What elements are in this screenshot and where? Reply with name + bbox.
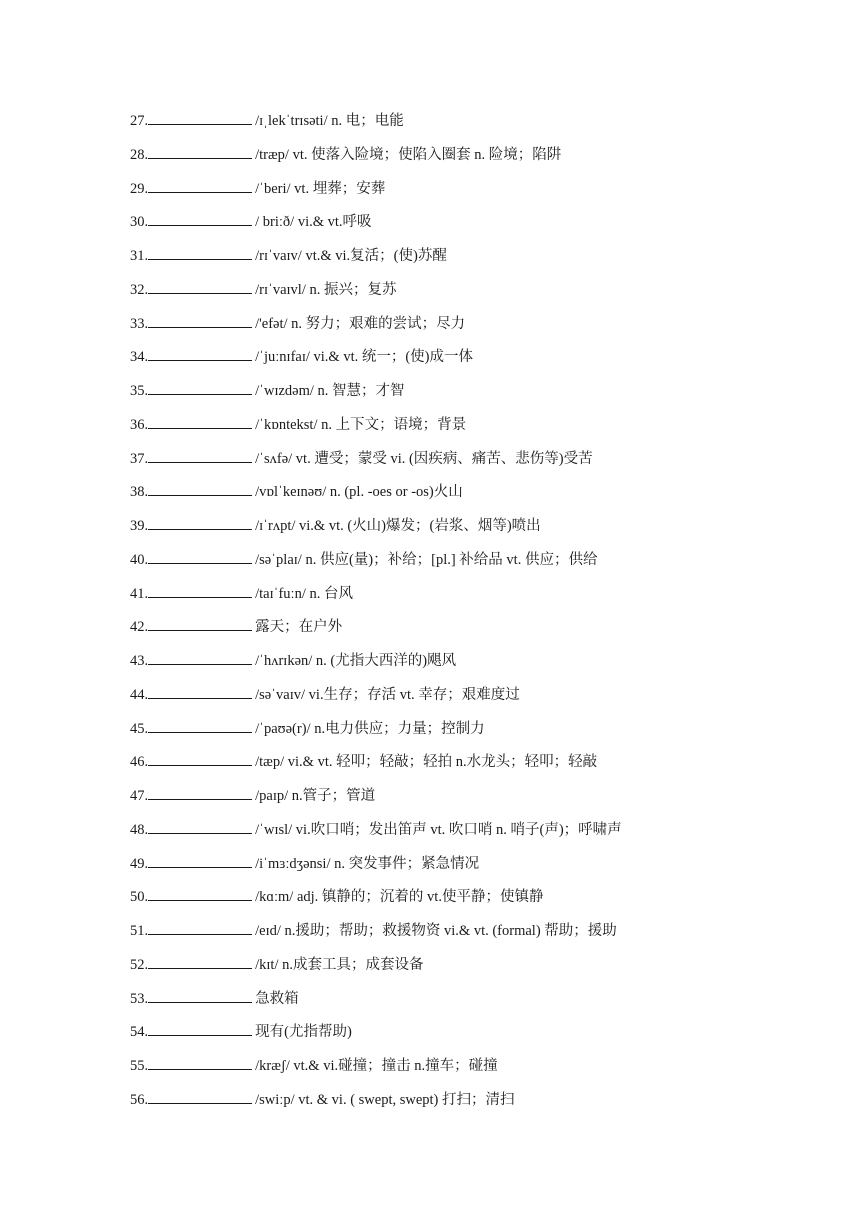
answer-blank[interactable]	[148, 784, 252, 800]
entry-definition: /taɪˈfuːn/ n. 台风	[255, 585, 353, 602]
vocab-entry	[130, 987, 830, 1021]
answer-blank[interactable]	[148, 683, 252, 699]
vocab-entry	[130, 210, 830, 244]
entry-definition: /paɪp/ n.管子；管道	[255, 788, 376, 804]
vocab-entry	[130, 649, 830, 683]
entry-definition: /kɑːm/ adj. 镇静的；沉着的 vt.使平静；使镇静	[255, 889, 544, 906]
answer-blank[interactable]	[148, 953, 252, 969]
entry-number: 45.	[130, 720, 149, 737]
answer-blank[interactable]	[148, 345, 252, 361]
answer-blank[interactable]	[148, 1054, 252, 1070]
entry-number: 48.	[130, 821, 149, 838]
answer-blank[interactable]	[148, 514, 252, 530]
answer-blank[interactable]	[148, 413, 252, 429]
vocab-entry	[130, 278, 830, 312]
entry-definition: /swiːp/ vt. & vi. ( swept, swept) 打扫；清扫	[255, 1091, 515, 1108]
answer-blank[interactable]	[148, 379, 252, 395]
entry-number: 34.	[130, 349, 149, 366]
entry-number: 51.	[130, 923, 149, 939]
answer-blank[interactable]	[148, 109, 252, 125]
answer-blank[interactable]	[148, 987, 252, 1003]
answer-blank[interactable]	[148, 177, 252, 193]
answer-blank[interactable]	[148, 615, 252, 631]
vocab-entry	[130, 953, 830, 987]
vocab-entry	[130, 818, 830, 852]
entry-number: 40.	[130, 551, 149, 568]
entry-number: 32.	[130, 281, 149, 298]
answer-blank[interactable]	[148, 447, 252, 463]
entry-number: 38.	[130, 484, 149, 501]
entry-definition: /'efət/ n. 努力；艰难的尝试；尽力	[255, 315, 466, 332]
vocab-entry	[130, 177, 830, 211]
answer-blank[interactable]	[148, 818, 252, 834]
entry-definition: /iˈmɜːdʒənsi/ n. 突发事件；紧急情况	[255, 855, 480, 872]
entry-definition: /kɪt/ n.成套工具；成套设备	[255, 956, 424, 973]
vocab-entry	[130, 1020, 830, 1054]
answer-blank[interactable]	[148, 1020, 252, 1036]
entry-number: 42.	[130, 619, 149, 636]
answer-blank[interactable]	[148, 852, 252, 868]
entry-number: 41.	[130, 585, 149, 602]
entry-definition: 急救箱	[255, 990, 299, 1007]
answer-blank[interactable]	[148, 649, 252, 665]
entry-number: 37.	[130, 450, 149, 467]
vocab-entry	[130, 852, 830, 886]
vocab-entry	[130, 582, 830, 616]
entry-definition: /ˈwɪzdəm/ n. 智慧；才智	[255, 383, 405, 399]
entry-definition: /tæp/ vi.& vt. 轻叩；轻敲；轻拍 n.水龙头；轻叩；轻敲	[255, 754, 598, 771]
entry-number: 27.	[130, 113, 149, 129]
entry-definition: /ˈwɪsl/ vi.吹口哨；发出笛声 vt. 吹口哨 n. 哨子(声)；呼啸声	[255, 821, 622, 838]
entry-number: 56.	[130, 1091, 149, 1108]
entry-definition: / briːð/ vi.& vt.呼吸	[255, 214, 372, 231]
answer-blank[interactable]	[148, 210, 252, 226]
vocab-entry	[130, 683, 830, 717]
vocab-entry	[130, 1054, 830, 1088]
answer-blank[interactable]	[148, 750, 252, 766]
entry-number: 29.	[130, 180, 149, 197]
vocab-entry	[130, 919, 830, 953]
vocab-entry	[130, 480, 830, 514]
entry-definition: /vɒlˈkeɪnəʊ/ n. (pl. -oes or -os)火山	[255, 484, 463, 501]
answer-blank[interactable]	[148, 885, 252, 901]
vocab-entry	[130, 548, 830, 582]
answer-blank[interactable]	[148, 1088, 252, 1104]
entry-definition: /ˈjuːnɪfaɪ/ vi.& vt. 统一；(使)成一体	[255, 349, 474, 366]
vocab-entry	[130, 750, 830, 784]
answer-blank[interactable]	[148, 919, 252, 935]
entry-definition: 露天；在户外	[255, 619, 343, 636]
entry-number: 39.	[130, 518, 149, 534]
vocab-entry	[130, 717, 830, 751]
entry-number: 43.	[130, 653, 149, 669]
entry-number: 36.	[130, 416, 149, 433]
entry-number: 55.	[130, 1058, 149, 1074]
vocab-entry	[130, 143, 830, 177]
vocab-entry	[130, 413, 830, 447]
entry-definition: 现有(尤指帮助)	[255, 1024, 352, 1041]
answer-blank[interactable]	[148, 717, 252, 733]
answer-blank[interactable]	[148, 582, 252, 598]
vocab-entry	[130, 885, 830, 919]
entry-number: 33.	[130, 315, 149, 332]
vocabulary-list	[130, 109, 830, 1122]
vocab-entry	[130, 345, 830, 379]
entry-number: 30.	[130, 214, 149, 231]
entry-definition: /kræʃ/ vt.& vi.碰撞；撞击 n.撞车；碰撞	[255, 1058, 498, 1074]
entry-number: 47.	[130, 788, 149, 804]
entry-definition: /səˈvaɪv/ vi.生存；存活 vt. 幸存；艰难度过	[255, 686, 520, 703]
entry-number: 54.	[130, 1024, 149, 1041]
vocab-entry	[130, 244, 830, 278]
entry-definition: /rɪˈvaɪvl/ n. 振兴；复苏	[255, 281, 397, 298]
entry-number: 28.	[130, 146, 149, 163]
entry-number: 52.	[130, 956, 149, 973]
vocab-entry	[130, 447, 830, 481]
answer-blank[interactable]	[148, 143, 252, 159]
answer-blank[interactable]	[148, 278, 252, 294]
answer-blank[interactable]	[148, 480, 252, 496]
entry-number: 35.	[130, 383, 149, 399]
vocab-entry	[130, 312, 830, 346]
vocab-entry	[130, 379, 830, 413]
vocab-entry	[130, 109, 830, 143]
entry-definition: /eɪd/ n.援助；帮助；救援物资 vi.& vt. (formal) 帮助；援助	[255, 923, 617, 939]
entry-number: 50.	[130, 889, 149, 906]
answer-blank[interactable]	[148, 548, 252, 564]
vocab-entry	[130, 1088, 830, 1122]
answer-blank[interactable]	[148, 312, 252, 328]
entry-number: 46.	[130, 754, 149, 771]
entry-definition: /rɪˈvaɪv/ vt.& vi.复活；(使)苏醒	[255, 248, 447, 264]
entry-definition: /ɪˌlekˈtrɪsəti/ n. 电；电能	[255, 113, 404, 129]
vocab-entry	[130, 784, 830, 818]
entry-definition: /ˈsʌfə/ vt. 遭受；蒙受 vi. (因疾病、痛苦、悲伤等)受苦	[255, 450, 593, 467]
entry-number: 49.	[130, 855, 149, 872]
entry-definition: /ˈhʌrɪkən/ n. (尤指大西洋的)飓风	[255, 653, 457, 669]
entry-number: 44.	[130, 686, 149, 703]
answer-blank[interactable]	[148, 244, 252, 260]
entry-definition: /ˈpaʊə(r)/ n.电力供应；力量；控制力	[255, 720, 485, 737]
entry-definition: /træp/ vt. 使落入险境；使陷入圈套 n. 险境；陷阱	[255, 146, 562, 163]
entry-number: 31.	[130, 248, 149, 264]
entry-definition: /ɪˈrʌpt/ vi.& vt. (火山)爆发；(岩浆、烟等)喷出	[255, 518, 541, 534]
entry-definition: /ˈberi/ vt. 埋葬；安葬	[255, 180, 386, 197]
vocab-entry	[130, 615, 830, 649]
entry-number: 53.	[130, 990, 149, 1007]
vocab-entry	[130, 514, 830, 548]
entry-definition: /səˈplaɪ/ n. 供应(量)；补给；[pl.] 补给品 vt. 供应；供给	[255, 551, 598, 568]
entry-definition: /ˈkɒntekst/ n. 上下文；语境；背景	[255, 416, 467, 433]
